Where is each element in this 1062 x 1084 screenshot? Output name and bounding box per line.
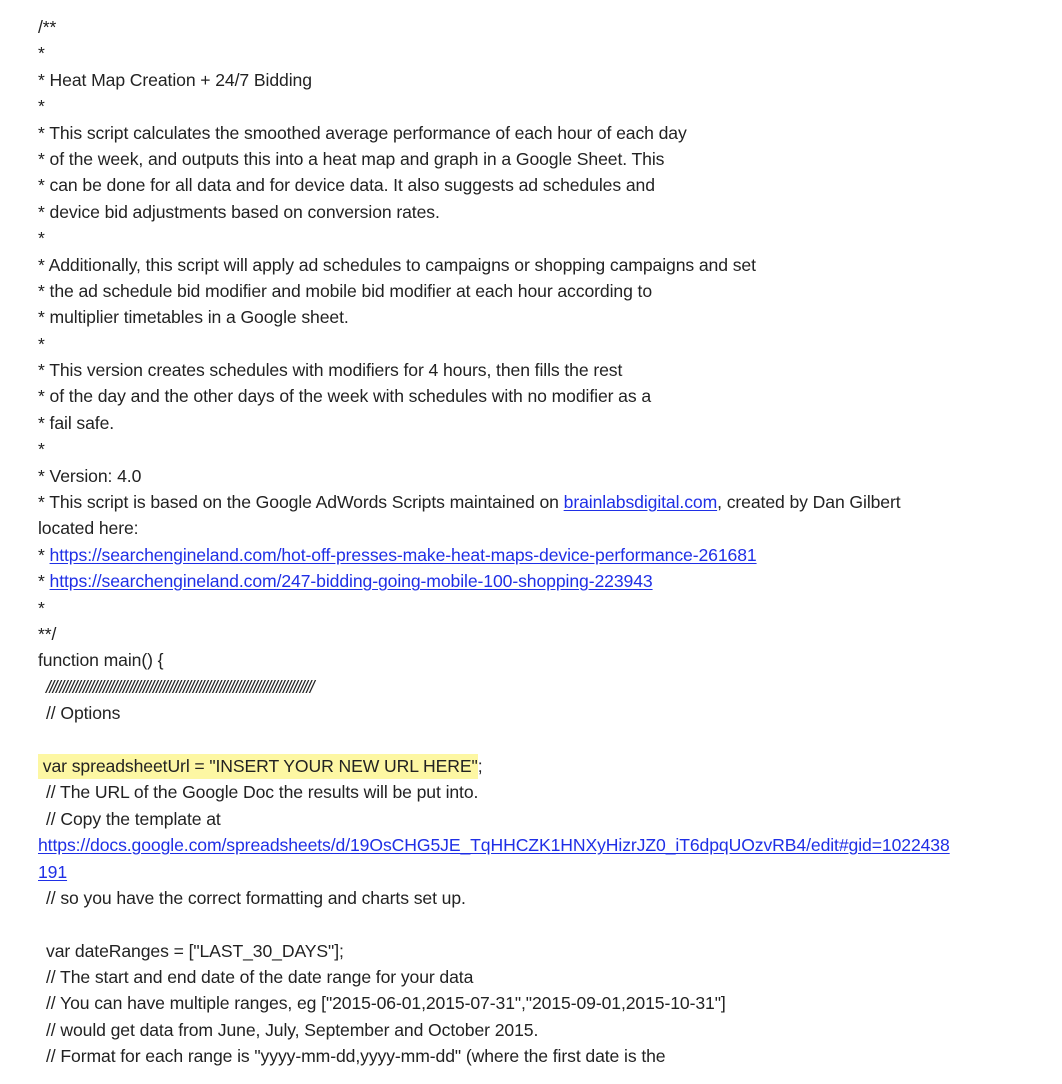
description-line: * the ad schedule bid modifier and mobile bid modifier at each hour according to <box>38 280 653 301</box>
bidding-article-link[interactable]: https://searchengineland.com/247-bidding-going-mobile-100-shopping-223943 <box>49 571 653 592</box>
slash-rule-text: //////////////////////////////////////////////////////////////////////////////// <box>46 676 314 697</box>
spreadsheet-url-line <box>38 753 1048 779</box>
version-line: * Version: 4.0 <box>38 465 142 486</box>
comment-star: * <box>38 333 45 354</box>
description-line: * device bid adjustments based on conversion rates. <box>38 201 440 222</box>
description-line: * This version creates schedules with modifiers for 4 hours, then fills the rest <box>38 360 623 381</box>
description-line: * Additionally, this script will apply ad schedules to campaigns or shopping campaigns and set <box>38 254 756 275</box>
source-link-line <box>38 568 1048 594</box>
comment-star: * <box>38 43 45 64</box>
copy-template-comment: // Copy the template at <box>46 808 221 829</box>
blank-line <box>38 727 1048 753</box>
formatting-comment: // so you have the correct formatting and charts set up. <box>46 887 466 908</box>
template-spreadsheet-link-continued[interactable]: 191 <box>38 861 68 882</box>
date-comment: // would get data from June, July, September and October 2015. <box>46 1019 539 1040</box>
description-line: * This script calculates the smoothed average performance of each hour of each day <box>38 122 687 143</box>
date-comment: // You can have multiple ranges, eg ["2015-06-01,2015-07-31","2015-09-01,2015-10-31"] <box>46 993 726 1014</box>
date-ranges-var: var dateRanges = ["LAST_30_DAYS"]; <box>46 940 344 961</box>
based-on-prefix: * This script is based on the Google AdWords Scripts maintained on <box>38 492 564 513</box>
description-line: * of the week, and outputs this into a heat map and graph in a Google Sheet. This <box>38 148 665 169</box>
slash-rule <box>38 674 1048 700</box>
highlighted-spreadsheet-var: var spreadsheetUrl = "INSERT YOUR NEW URL HERE" <box>38 754 478 779</box>
based-on-suffix: , created by Dan Gilbert <box>717 492 901 513</box>
comment-close: **/ <box>38 623 57 644</box>
heat-maps-article-link[interactable]: https://searchengineland.com/hot-off-presses-make-heat-maps-device-performance-261681 <box>49 544 757 565</box>
document-body <box>38 14 1048 1070</box>
located-here-line: located here: <box>38 518 139 539</box>
function-declaration: function main() { <box>38 650 164 671</box>
comment-star: * <box>38 228 45 249</box>
comment-star: * <box>38 597 45 618</box>
bullet: * <box>38 571 50 592</box>
description-line: * can be done for all data and for device data. It also suggests ad schedules and <box>38 175 655 196</box>
template-link-line <box>38 832 1048 858</box>
date-comment: // The start and end date of the date range for your data <box>46 967 474 988</box>
blank-line <box>38 911 1048 937</box>
comment-star: * <box>38 96 45 117</box>
options-comment: // Options <box>46 703 121 724</box>
source-link-line <box>38 542 1048 568</box>
semicolon: ; <box>477 755 483 776</box>
based-on-line <box>38 489 1048 515</box>
bullet: * <box>38 544 50 565</box>
date-comment: // Format for each range is "yyyy-mm-dd,yyyy-mm-dd" (where the first date is the <box>46 1046 666 1067</box>
comment-open: /** <box>38 17 57 37</box>
template-link-line-wrap <box>38 859 1048 885</box>
url-comment: // The URL of the Google Doc the results will be put into. <box>46 782 479 803</box>
template-spreadsheet-link[interactable]: https://docs.google.com/spreadsheets/d/19OsCHG5JE_TqHHCZK1HNXyHizrJZ0_iT6dpqUOzvRB4/edit#gid=1022438 <box>38 835 950 856</box>
script-title: * Heat Map Creation + 24/7 Bidding <box>38 69 312 90</box>
description-line: * fail safe. <box>38 412 115 433</box>
brainlabs-link[interactable]: brainlabsdigital.com <box>563 492 718 513</box>
comment-star: * <box>38 439 45 460</box>
description-line: * multiplier timetables in a Google sheet. <box>38 307 349 328</box>
description-line: * of the day and the other days of the week with schedules with no modifier as a <box>38 386 652 407</box>
